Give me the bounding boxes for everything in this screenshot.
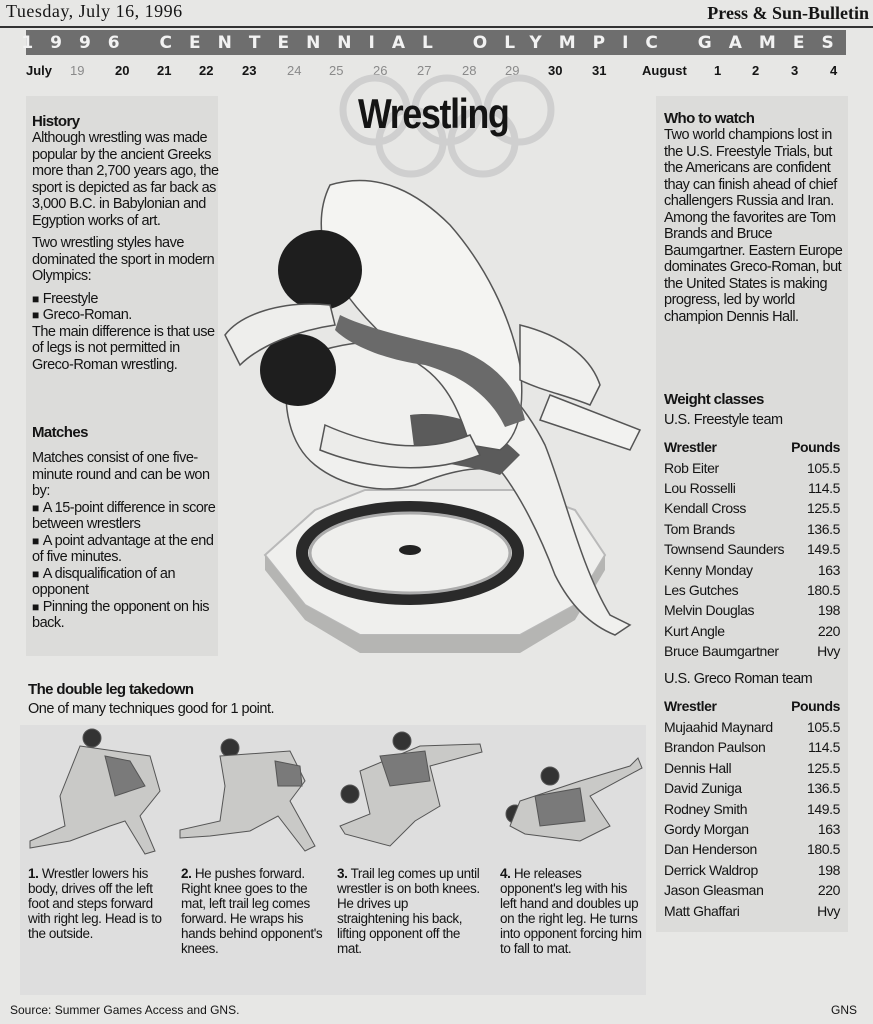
wrestler-weight: 114.5 — [808, 480, 840, 497]
wrestler-name: Mujaahid Maynard — [664, 719, 773, 736]
wrestlers-illustration — [220, 165, 660, 665]
col-header-pounds: Pounds — [791, 698, 840, 715]
calendar-day: 19 — [70, 63, 85, 78]
calendar-day: 20 — [115, 63, 130, 78]
table-row — [664, 519, 840, 539]
calendar-month-august: August — [642, 63, 687, 78]
source-credit: Source: Summer Games Access and GNS. — [10, 1003, 240, 1017]
wrestler-weight: Hvy — [817, 902, 840, 919]
wrestler-name: Gordy Morgan — [664, 821, 749, 838]
history-paragraph-1: Although wrestling was made popular by the ancient Greeks more than 2,700 years ago, the sport is depicted as far back as 3,000 B.C. in Babylonian and Egyption works of art. — [32, 130, 219, 229]
wrestler-weight: 180.5 — [806, 841, 840, 858]
step-number: 4. — [500, 866, 511, 881]
calendar-day: 27 — [417, 63, 432, 78]
table-row — [664, 717, 840, 737]
wrestler-weight: 220 — [817, 882, 840, 899]
table-row — [664, 778, 840, 798]
table-row — [664, 580, 840, 600]
who-to-watch-section — [664, 110, 844, 325]
calendar-day: 2 — [752, 63, 760, 78]
table-row — [664, 498, 840, 518]
wrestler-name: Matt Ghaffari — [664, 902, 740, 919]
matches-heading: Matches — [32, 424, 88, 441]
matches-intro: Matches consist of one five-minute round and can be won by: — [32, 450, 210, 499]
calendar-day: 4 — [830, 63, 838, 78]
calendar-month-july: July — [26, 63, 53, 78]
wrestler-weight: 105.5 — [806, 459, 840, 476]
wrestler-name: Brandon Paulson — [664, 739, 766, 756]
takedown-subheading: One of many techniques good for 1 point. — [28, 701, 275, 717]
takedown-step-3 — [337, 866, 483, 956]
calendar-day: 1 — [714, 63, 722, 78]
wrestler-name: Jason Gleasman — [664, 882, 764, 899]
takedown-section — [28, 681, 274, 718]
style-freestyle: ■ Freestyle — [32, 291, 222, 308]
calendar-day: 22 — [199, 63, 214, 78]
wrestler-name: Lou Rosselli — [664, 480, 736, 497]
table-row — [664, 621, 840, 641]
wrestler-name: Melvin Douglas — [664, 602, 755, 619]
wrestler-name: Rodney Smith — [664, 800, 748, 817]
calendar-day: 26 — [373, 63, 388, 78]
table-row — [664, 600, 840, 620]
wrestler-weight: 163 — [817, 821, 840, 838]
page-title: Wrestling — [358, 90, 509, 137]
who-heading: Who to watch — [664, 110, 755, 127]
wrestler-weight: 136.5 — [806, 520, 840, 537]
step-text: Wrestler lowers his body, drives off the left foot and steps forward with right leg. Head is to the outside. — [28, 866, 162, 941]
freestyle-table — [664, 437, 840, 662]
calendar-day: 28 — [462, 63, 477, 78]
col-header-wrestler: Wrestler — [664, 698, 717, 715]
matches-section — [32, 424, 222, 632]
wrestler-name: Kendall Cross — [664, 500, 746, 517]
calendar-day: 29 — [505, 63, 520, 78]
weight-classes-section — [664, 391, 844, 921]
table-row — [664, 758, 840, 778]
issue-date: Tuesday, July 16, 1996 — [6, 1, 183, 21]
match-rule: ■ A point advantage at the end of five minutes. — [32, 533, 222, 566]
calendar-day: 3 — [791, 63, 799, 78]
wrestler-weight: 125.5 — [806, 759, 840, 776]
takedown-step-4 — [500, 866, 646, 956]
col-header-wrestler: Wrestler — [664, 439, 717, 455]
wrestler-weight: 198 — [817, 602, 840, 619]
newspaper-name: Press & Sun-Bulletin — [707, 3, 869, 23]
wrestler-name: Kenny Monday — [664, 561, 753, 578]
takedown-step-2 — [181, 866, 327, 956]
wrestler-name: Les Gutches — [664, 582, 739, 599]
step-number: 3. — [337, 866, 348, 881]
calendar-day: 25 — [329, 63, 344, 78]
wrestler-weight: 114.5 — [808, 739, 840, 756]
wrestler-name: Tom Brands — [664, 520, 735, 537]
calendar-day: 30 — [548, 63, 563, 78]
calendar-day: 21 — [157, 63, 172, 78]
calendar-day: 31 — [592, 63, 607, 78]
wrestler-weight: 149.5 — [806, 541, 840, 558]
step-number: 1. — [28, 866, 39, 881]
banner-text: 1996 CENTENNIAL OLYMPIC GAMES — [21, 32, 851, 53]
table-row — [664, 900, 840, 920]
greco-table — [664, 696, 840, 921]
wrestler-weight: 136.5 — [806, 780, 840, 797]
wrestler-name: David Zuniga — [664, 780, 742, 797]
greco-team-title: U.S. Greco Roman team — [664, 671, 813, 688]
takedown-step-1 — [28, 866, 174, 941]
wrestler-name: Kurt Angle — [664, 622, 725, 639]
freestyle-team-title: U.S. Freestyle team — [664, 412, 783, 428]
step-text: He releases opponent's leg with his left hand and doubles up on the right leg. He turns into opponent forcing him to fall to mat. — [500, 866, 642, 956]
step-text: Trail leg comes up until wrestler is on both knees. He drives up straightening his back, lifting opponent off the mat. — [337, 866, 480, 956]
table-row — [664, 539, 840, 559]
table-row — [664, 839, 840, 859]
table-row — [664, 641, 840, 661]
wrestler-name: Bruce Baumgartner — [664, 643, 779, 660]
table-row — [664, 860, 840, 880]
calendar-day: 24 — [287, 63, 302, 78]
table-row — [664, 819, 840, 839]
style-greco-roman: ■ Greco-Roman. — [32, 307, 222, 324]
history-section — [32, 113, 222, 373]
step-text: He pushes forward. Right knee goes to the mat, left trail leg comes forward. He wraps his hands behind opponent's knees. — [181, 866, 323, 956]
wrestler-name: Townsend Saunders — [664, 541, 785, 558]
wrestler-name: Rob Eiter — [664, 459, 719, 476]
history-paragraph-2: Two wrestling styles have dominated the sport in modern Olympics: — [32, 235, 215, 284]
table-row — [664, 478, 840, 498]
table-row — [664, 458, 840, 478]
agency-credit: GNS — [830, 1003, 857, 1017]
wrestler-name: Dan Henderson — [664, 841, 757, 858]
wrestler-weight: 163 — [817, 561, 840, 578]
history-heading: History — [32, 113, 80, 130]
wrestler-weight: 220 — [817, 622, 840, 639]
wrestler-weight: 149.5 — [806, 800, 840, 817]
match-rule: ■ A 15-point difference in score between wrestlers — [32, 500, 222, 533]
olympic-banner — [21, 30, 851, 55]
col-header-pounds: Pounds — [791, 439, 840, 455]
takedown-sequence-illustration — [20, 726, 650, 866]
table-row — [664, 798, 840, 818]
who-text: Two world champions lost in the U.S. Freestyle Trials, but the Americans are confident thay can finish ahead of chief challengers Russia and Iran. Among the favorites are Tom Brands and Bruce Baumgartner. Eastern Europe dominates Greco-Roman, but the United States is making progress, led by world champion Dennis Hall. — [664, 127, 843, 325]
wrestler-name: Dennis Hall — [664, 759, 732, 776]
wrestler-weight: 198 — [817, 861, 840, 878]
weight-heading: Weight classes — [664, 391, 764, 408]
table-row — [664, 737, 840, 757]
match-rule: ■ Pinning the opponent on his back. — [32, 599, 222, 632]
table-row — [664, 880, 840, 900]
wrestler-weight: 180.5 — [806, 582, 840, 599]
match-rule: ■ A disqualification of an opponent — [32, 566, 222, 599]
takedown-heading: The double leg takedown — [28, 681, 194, 698]
table-row — [664, 559, 840, 579]
wrestler-weight: Hvy — [817, 643, 840, 660]
wrestler-name: Derrick Waldrop — [664, 861, 758, 878]
wrestler-weight: 125.5 — [806, 500, 840, 517]
step-number: 2. — [181, 866, 192, 881]
wrestler-weight: 105.5 — [806, 719, 840, 736]
calendar-day: 23 — [242, 63, 257, 78]
history-paragraph-3: The main difference is that use of legs is not permitted in Greco-Roman wrestling. — [32, 323, 215, 373]
